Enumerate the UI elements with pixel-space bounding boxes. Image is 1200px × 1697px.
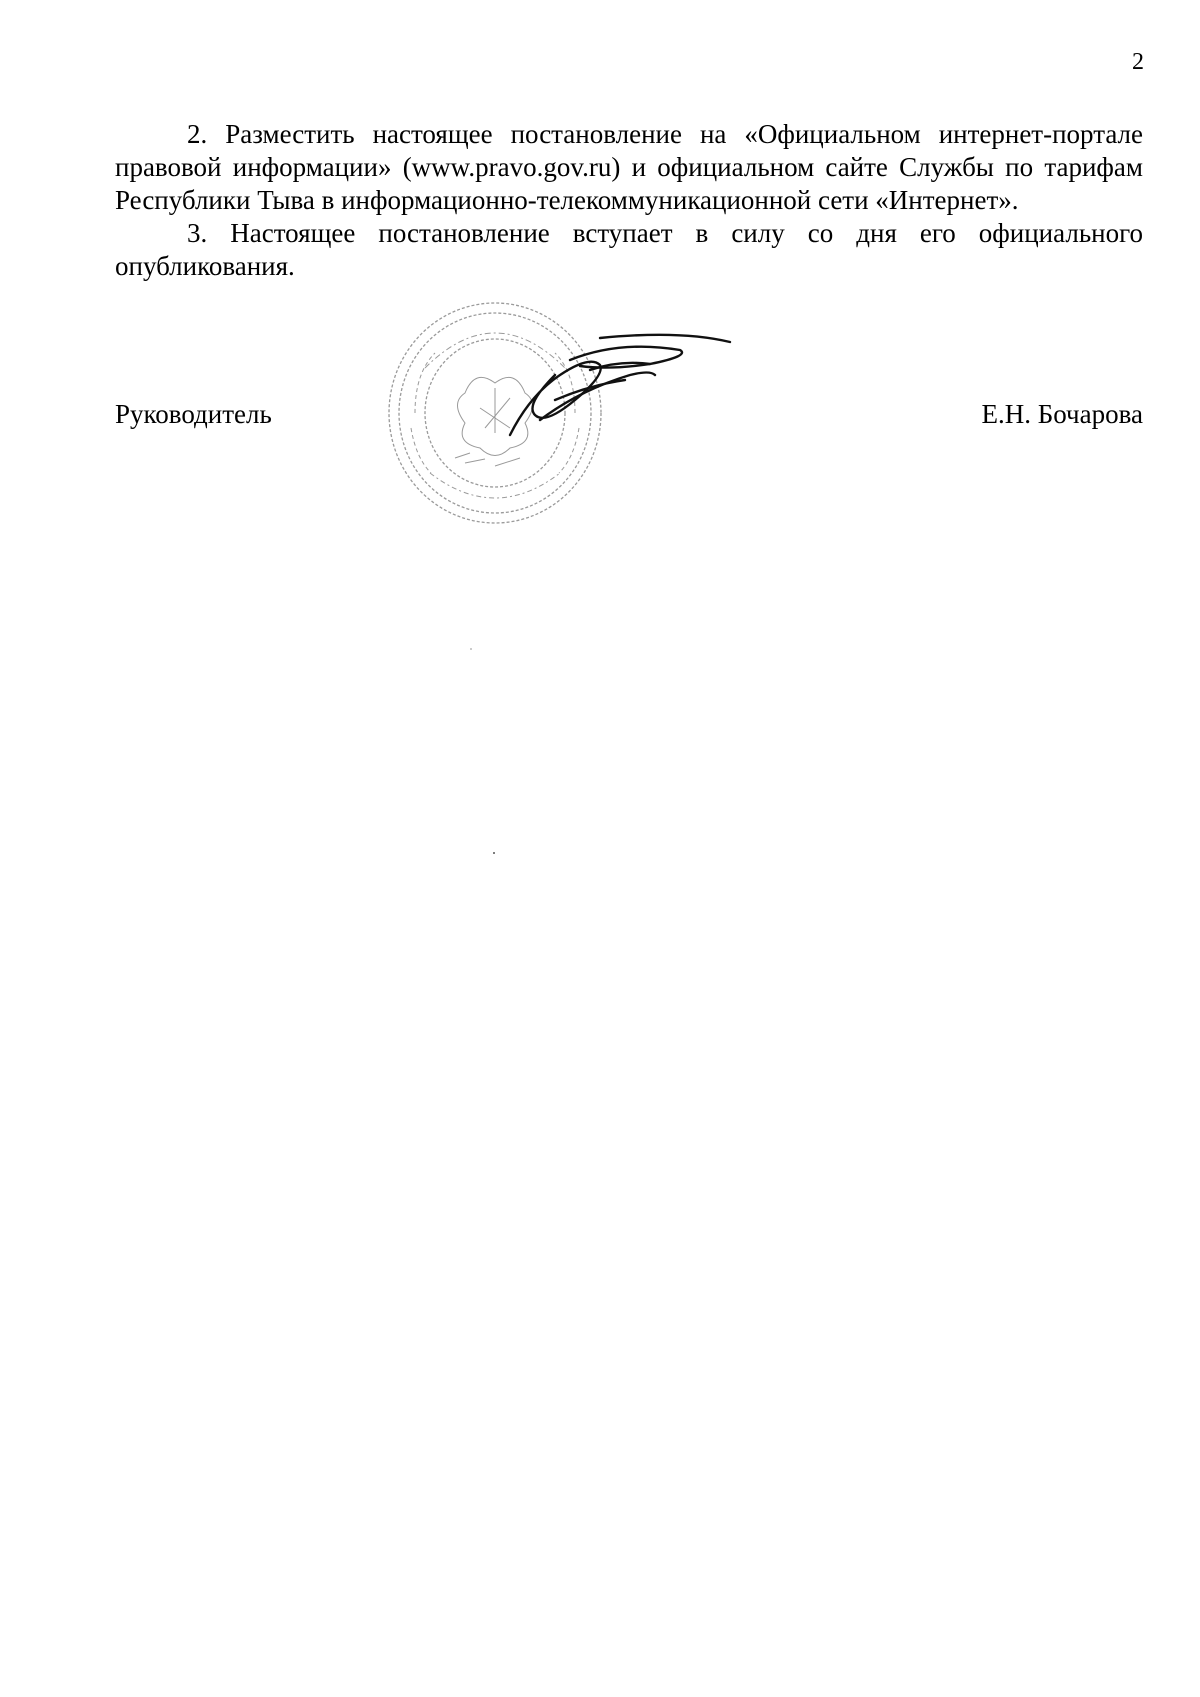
document-body [115,118,1143,283]
paragraph-2: 2. Разместить настоящее постановление на «Официальном интернет-портале правовой информации» (www.pravo.gov.ru) и официальном сайте Службы по тарифам Республики Тыва в информационно-телекоммуникационной сети «Интернет». [115,119,1143,215]
page-number: 2 [1132,49,1144,75]
signature-block [115,398,1143,438]
scan-speck [470,648,472,650]
signatory-name: Е.Н. Бочарова [981,399,1143,429]
paragraph-3: 3. Настоящее постановление вступает в силу со дня его официального опубликования. [115,218,1143,281]
scan-speck [493,852,495,854]
signatory-position: Руководитель [115,399,272,429]
